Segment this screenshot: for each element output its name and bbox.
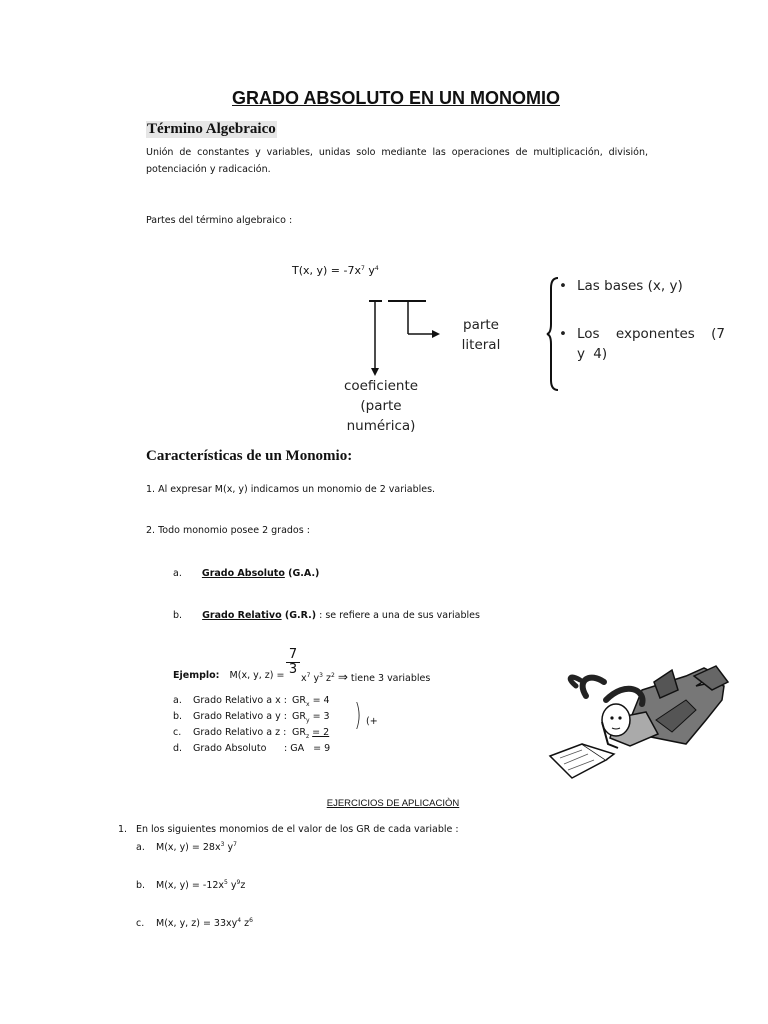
term-expression: T(x, $y) = -7x^7$ $y^4$ — [292, 264, 379, 277]
paren-icon: ) — [354, 698, 362, 733]
parte-literal-label: parte literal — [461, 317, 501, 353]
ejercicios-heading: EJERCICIOS DE APLICACIÒN — [326, 798, 460, 809]
ejercicio-item: c. M(x, y, $z) = 33xy^4$ $z^6$ — [136, 917, 253, 929]
grado-absoluto-item: a. Grado Absoluto (G.A.) — [173, 568, 320, 579]
grado-relativo-item: b. Grado Relativo (G.R.) : se refiere a una de sus variables — [173, 610, 480, 621]
ejercicio-item: a. M(x, $y) = 28x^3$ $y^7$ — [136, 841, 237, 853]
ejemplo-row: c. Grado Relativo a z : $GR_z = 2$ — [173, 727, 330, 740]
plus-note: (+ — [366, 716, 378, 727]
caracteristicas-heading: Características de un Monomio: — [146, 448, 353, 464]
brace-icon — [546, 276, 560, 392]
ejemplo-row: d. Grado Absoluto : GA = 9 — [173, 743, 331, 754]
ejercicio-item: b. M(x, $y) = -12x^5$ $y^9z$ — [136, 879, 246, 891]
list-item: • Las bases (x, y) — [559, 276, 725, 296]
ejemplo-variables: $x^7$ $y^3$ $z^2$ ⇒ tiene 3 variables — [301, 670, 431, 684]
coeficiente-label: coeficiente (parte numérica) — [343, 378, 419, 434]
termino-definition: Unión de constantes y variables, unidas solo mediante las operaciones de multiplicación, división, potenciación y radicación. — [146, 147, 648, 175]
term-parts-arrows — [360, 294, 440, 380]
list-item: • Los exponentes (7 y 4) — [559, 324, 725, 364]
caracteristica-2: 2. Todo monomio posee 2 grados : — [146, 525, 310, 536]
literal-parts-list — [559, 276, 725, 364]
ejercicio-intro: 1. En los siguientes monomios de el valor de los GR de cada variable : — [118, 824, 459, 835]
termino-heading: Término Algebraico — [147, 121, 276, 137]
girl-reading-illustration — [546, 660, 734, 782]
ejemplo-fraction: 7 3 — [286, 648, 300, 677]
ejemplo-row: a. Grado Relativo a x : $GR_x = 4$ — [173, 695, 330, 708]
ejemplo-row: b. Grado Relativo a y : $GR_y = 3$ — [173, 711, 330, 724]
partes-label: Partes del término algebraico : — [146, 215, 293, 226]
page-title: GRADO ABSOLUTO EN UN MONOMIO — [232, 88, 560, 108]
ejemplo-line: Ejemplo: M(x, y, z) = — [173, 670, 285, 681]
caracteristica-1: 1. Al expresar M(x, y) indicamos un monomio de 2 variables. — [146, 484, 436, 495]
